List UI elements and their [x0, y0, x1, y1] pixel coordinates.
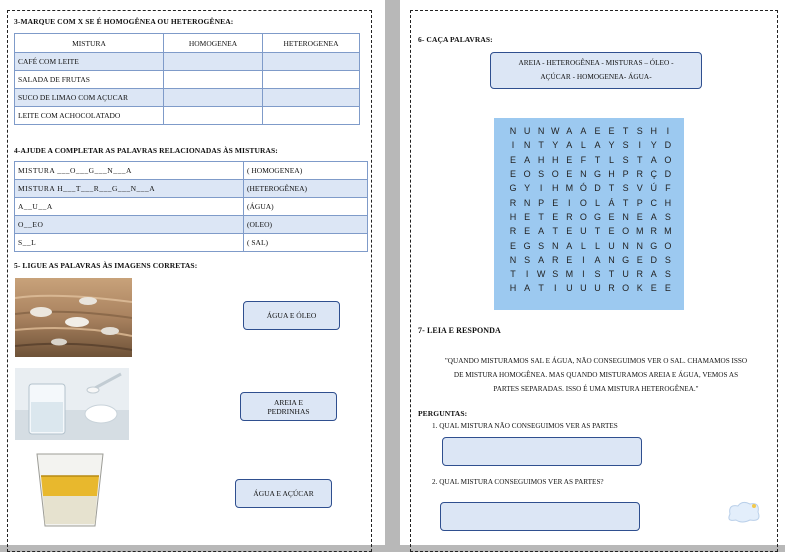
q4-word: MISTURA H___T___R___G___N___A — [15, 180, 244, 198]
grid-letter[interactable]: G — [593, 211, 601, 222]
grid-letter[interactable]: I — [525, 269, 529, 280]
grid-letter[interactable]: M — [565, 183, 574, 194]
match-box-agua-acucar[interactable]: ÁGUA E AÇÚCAR — [235, 479, 332, 508]
grid-letter[interactable]: L — [580, 140, 586, 151]
grid-letter[interactable]: U — [608, 240, 615, 251]
table-row — [15, 89, 360, 107]
match-box-label: AREIA E PEDRINHAS — [267, 397, 310, 416]
question-2: 2. QUAL MISTURA CONSEGUIMOS VER AS PARTES? — [432, 478, 604, 486]
grid-letter[interactable]: F — [580, 154, 587, 165]
answer-cell[interactable] — [164, 107, 263, 125]
grid-letter[interactable]: F — [665, 183, 671, 194]
grid-letter[interactable]: H — [608, 169, 615, 180]
grid-letter[interactable]: E — [566, 254, 573, 265]
grid-letter[interactable]: E — [524, 211, 531, 222]
grid-letter[interactable]: T — [622, 126, 629, 137]
grid-letter[interactable]: D — [594, 183, 601, 194]
question-1: 1. QUAL MISTURA NÃO CONSEGUIMOS VER AS PARTES — [432, 422, 618, 430]
grid-letter[interactable]: R — [566, 211, 573, 222]
grid-row — [494, 281, 684, 295]
grid-letter[interactable]: I — [638, 140, 641, 151]
grid-letter[interactable]: E — [650, 283, 657, 294]
grid-letter[interactable]: H — [537, 154, 545, 165]
q3-header-homogenea: HOMOGENEA — [164, 34, 263, 53]
grid-letter[interactable]: T — [622, 197, 629, 208]
grid-letter[interactable]: I — [582, 269, 585, 280]
grid-letter[interactable]: U — [580, 226, 587, 237]
q4-word: S__L — [15, 234, 244, 252]
reading-passage — [420, 354, 772, 396]
grid-letter[interactable]: W — [550, 126, 560, 137]
grid-row — [494, 267, 684, 281]
grid-letter[interactable]: I — [568, 197, 571, 208]
grid-letter[interactable]: S — [538, 169, 545, 180]
grid-letter[interactable]: R — [509, 197, 517, 208]
q4-word: O__EO — [15, 216, 244, 234]
grid-letter[interactable]: A — [580, 126, 587, 137]
grid-letter[interactable]: E — [524, 226, 531, 237]
q5-title: 5- LIGUE AS PALAVRAS ÀS IMAGENS CORRETAS: — [14, 261, 198, 270]
grid-letter[interactable]: A — [566, 240, 573, 251]
grid-letter[interactable]: A — [650, 269, 657, 280]
grid-letter[interactable]: S — [524, 254, 531, 265]
q3-table — [14, 33, 360, 125]
grid-letter[interactable]: M — [565, 269, 574, 280]
table-row — [15, 162, 368, 180]
grid-letter[interactable]: G — [650, 240, 658, 251]
grid-letter[interactable]: D — [664, 140, 672, 151]
grid-letter[interactable]: T — [510, 269, 516, 280]
grid-letter[interactable]: I — [553, 283, 557, 294]
q3-header-heterogenea: HETEROGENEA — [263, 34, 360, 53]
grid-letter[interactable]: T — [538, 140, 544, 151]
grid-letter[interactable]: T — [538, 211, 544, 222]
grid-letter[interactable]: E — [594, 126, 601, 137]
grid-letter[interactable]: A — [594, 140, 601, 151]
grid-row — [494, 167, 684, 181]
grid-letter[interactable]: A — [524, 154, 531, 165]
grid-letter[interactable]: R — [636, 169, 643, 180]
match-box-areia-pedrinhas[interactable] — [240, 392, 337, 421]
grid-letter[interactable]: N — [509, 126, 517, 137]
grid-letter[interactable]: L — [580, 240, 586, 251]
q3-header-mistura: MISTURA — [15, 34, 164, 53]
answer-cell[interactable] — [164, 89, 263, 107]
grid-letter[interactable]: O — [622, 226, 630, 237]
grid-letter[interactable]: Ç — [650, 169, 658, 180]
grid-letter[interactable]: E — [552, 197, 559, 208]
answer-field-1[interactable] — [442, 437, 642, 466]
grid-letter[interactable]: R — [636, 269, 643, 280]
grid-letter[interactable]: H — [509, 283, 517, 294]
grid-letter[interactable]: U — [523, 126, 531, 137]
q3-row-label: LEITE COM ACHOCOLATADO — [15, 107, 164, 125]
grid-letter[interactable]: A — [566, 140, 573, 151]
grid-letter[interactable]: O — [523, 169, 531, 180]
grid-letter[interactable]: N — [537, 126, 545, 137]
grid-letter[interactable]: A — [650, 154, 657, 165]
grid-letter[interactable]: S — [622, 183, 629, 194]
grid-letter[interactable]: R — [509, 226, 517, 237]
grid-letter[interactable]: N — [636, 240, 643, 251]
grid-letter[interactable]: E — [636, 254, 643, 265]
grid-letter[interactable]: L — [594, 240, 600, 251]
decorative-logo-icon — [726, 500, 762, 524]
answer-field-2[interactable] — [440, 502, 640, 531]
table-row — [15, 53, 360, 71]
q4-hint: ( SAL) — [244, 234, 368, 252]
grid-letter[interactable]: T — [636, 154, 643, 165]
grid-letter[interactable]: M — [635, 226, 644, 237]
grid-letter[interactable]: Y — [608, 140, 615, 151]
table-row — [15, 234, 368, 252]
answer-cell[interactable] — [263, 71, 360, 89]
grid-letter[interactable]: Y — [524, 183, 531, 194]
questions-title: PERGUNTAS: — [418, 409, 468, 418]
grid-letter[interactable]: E — [509, 154, 516, 165]
grid-letter[interactable]: E — [608, 226, 615, 237]
grid-letter[interactable]: A — [538, 226, 545, 237]
grid-letter[interactable]: O — [664, 240, 672, 251]
grid-letter[interactable]: R — [551, 254, 559, 265]
grid-letter[interactable]: H — [551, 183, 559, 194]
grid-letter[interactable]: G — [622, 254, 630, 265]
grid-letter[interactable]: A — [650, 211, 657, 222]
q4-word: MISTURA ___O___G___N___A — [15, 162, 244, 180]
q4-word: A__U__A — [15, 198, 244, 216]
grid-letter[interactable]: H — [509, 211, 517, 222]
grid-letter[interactable]: N — [509, 254, 517, 265]
grid-letter[interactable]: S — [594, 269, 601, 280]
grid-letter[interactable]: Á — [608, 197, 615, 208]
answer-cell[interactable] — [164, 71, 263, 89]
grid-letter[interactable]: M — [664, 226, 672, 237]
grid-letter[interactable]: T — [594, 226, 601, 237]
grid-letter[interactable]: N — [523, 140, 531, 151]
q3-row-label: CAFÉ COM LEITE — [15, 53, 164, 71]
table-row — [15, 71, 360, 89]
grid-letter[interactable]: I — [666, 126, 670, 137]
grid-letter[interactable]: Ó — [579, 183, 587, 194]
grid-letter[interactable]: H — [551, 154, 559, 165]
grid-row — [494, 153, 684, 167]
grid-letter[interactable]: R — [650, 226, 658, 237]
grid-letter[interactable]: Ú — [650, 183, 658, 194]
oil-water-photo — [33, 446, 107, 530]
grid-letter[interactable]: S — [622, 140, 629, 151]
grid-letter[interactable]: G — [593, 169, 601, 180]
grid-row — [494, 181, 684, 195]
grid-letter[interactable]: S — [664, 254, 671, 265]
sand-pebbles-photo — [15, 278, 132, 357]
grid-letter[interactable]: E — [608, 211, 615, 222]
grid-letter[interactable]: D — [664, 169, 672, 180]
grid-letter[interactable]: G — [523, 240, 531, 251]
grid-letter[interactable]: O — [664, 154, 672, 165]
grid-row — [494, 238, 684, 252]
grid-letter[interactable]: O — [622, 283, 630, 294]
grid-letter[interactable]: S — [664, 269, 671, 280]
table-row — [15, 180, 368, 198]
grid-letter[interactable]: Y — [552, 140, 559, 151]
grid-letter[interactable]: I — [582, 254, 585, 265]
match-box-agua-oleo[interactable]: ÁGUA E ÓLEO — [243, 301, 340, 330]
q3-row-label: SALADA DE FRUTAS — [15, 71, 164, 89]
grid-letter[interactable]: S — [636, 126, 643, 137]
q7-title: 7- LEIA E RESPONDA — [418, 326, 501, 335]
grid-letter[interactable]: H — [650, 126, 658, 137]
grid-letter[interactable]: V — [636, 183, 643, 194]
grid-letter[interactable]: U — [594, 283, 601, 294]
q3-row-label: SUCO DE LIMAO COM AÇUCAR — [15, 89, 164, 107]
grid-letter[interactable]: T — [608, 269, 615, 280]
grid-letter[interactable]: S — [552, 269, 559, 280]
grid-letter[interactable]: E — [552, 211, 559, 222]
grid-letter[interactable]: K — [636, 283, 643, 294]
q6-title: 6- CAÇA PALAVRAS: — [418, 35, 493, 44]
grid-letter[interactable]: S — [622, 154, 629, 165]
answer-cell[interactable] — [263, 89, 360, 107]
grid-letter[interactable]: E — [636, 211, 643, 222]
grid-letter[interactable]: T — [608, 183, 615, 194]
grid-letter[interactable]: P — [538, 197, 545, 208]
grid-letter[interactable]: U — [566, 283, 573, 294]
grid-letter[interactable]: E — [608, 126, 615, 137]
word-list-line-1: AREIA - HETEROGÊNEA - MISTURAS – ÓLEO - — [518, 58, 674, 68]
grid-letter[interactable]: E — [566, 226, 573, 237]
grid-row — [494, 210, 684, 224]
grid-letter[interactable]: P — [636, 197, 643, 208]
grid-letter[interactable]: T — [594, 154, 601, 165]
grid-letter[interactable]: A — [538, 254, 545, 265]
answer-cell[interactable] — [164, 53, 263, 71]
grid-letter[interactable]: C — [650, 197, 658, 208]
word-search-grid — [494, 118, 684, 310]
grid-letter[interactable]: L — [609, 154, 615, 165]
grid-letter[interactable]: N — [622, 240, 629, 251]
water-sugar-photo — [15, 368, 129, 440]
grid-letter[interactable]: Y — [650, 140, 657, 151]
table-row — [15, 107, 360, 125]
passage-line: DE MISTURA HOMOGÊNEA. MAS QUANDO MISTURAMOS AREIA E ÁGUA, VEMOS AS — [453, 371, 739, 379]
grid-letter[interactable]: N — [622, 211, 629, 222]
grid-letter[interactable]: O — [579, 197, 587, 208]
grid-letter[interactable]: T — [538, 283, 544, 294]
grid-letter[interactable]: P — [622, 169, 629, 180]
table-row — [15, 198, 368, 216]
grid-letter[interactable]: N — [523, 197, 531, 208]
q4-title: 4-AJUDE A COMPLETAR AS PALAVRAS RELACIONADAS ÀS MISTURAS: — [14, 146, 278, 155]
grid-letter[interactable]: S — [538, 240, 545, 251]
word-list-line-2: AÇÚCAR - HOMOGENEA- ÁGUA- — [540, 72, 652, 81]
grid-letter[interactable]: U — [622, 269, 629, 280]
word-list-box — [490, 52, 702, 89]
answer-cell[interactable] — [263, 107, 360, 125]
grid-letter[interactable]: S — [664, 211, 671, 222]
grid-letter[interactable]: R — [608, 283, 615, 294]
grid-letter[interactable]: W — [536, 269, 546, 280]
grid-letter[interactable]: E — [509, 240, 516, 251]
grid-row — [494, 195, 684, 209]
grid-letter[interactable]: T — [552, 226, 558, 237]
q4-hint: (ÁGUA) — [244, 198, 368, 216]
grid-letter[interactable]: O — [551, 169, 559, 180]
grid-letter[interactable]: A — [524, 283, 531, 294]
answer-cell[interactable] — [263, 53, 360, 71]
grid-letter[interactable]: A — [566, 126, 573, 137]
q3-title: 3-MARQUE COM X SE É HOMOGÊNEA OU HETEROGÊNEA: — [14, 17, 234, 26]
grid-letter[interactable]: N — [551, 240, 559, 251]
grid-letter[interactable]: N — [608, 254, 615, 265]
grid-letter[interactable]: E — [664, 283, 671, 294]
table-row — [15, 216, 368, 234]
grid-letter[interactable]: E — [566, 154, 573, 165]
q4-table — [14, 161, 368, 252]
grid-letter[interactable]: L — [594, 197, 600, 208]
grid-letter[interactable]: U — [580, 283, 587, 294]
grid-row — [494, 253, 684, 267]
grid-letter[interactable]: A — [594, 254, 601, 265]
passage-line: PARTES SEPARADAS. ISSO É UMA MISTURA HETEROGÊNEA." — [493, 385, 699, 393]
grid-letter[interactable]: I — [539, 183, 543, 194]
grid-letter[interactable]: N — [580, 169, 587, 180]
q4-hint: (OLEO) — [244, 216, 368, 234]
grid-letter[interactable]: I — [511, 140, 515, 151]
grid-letter[interactable]: G — [509, 183, 517, 194]
grid-letter[interactable]: D — [650, 254, 658, 265]
passage-line: "QUANDO MISTURAMOS SAL E ÁGUA, NÃO CONSEGUIMOS VER O SAL. CHAMAMOS ISSO — [444, 357, 748, 365]
grid-letter[interactable]: O — [579, 211, 587, 222]
grid-letter[interactable]: H — [664, 197, 672, 208]
q4-hint: ( HOMOGENEA) — [244, 162, 368, 180]
grid-letter[interactable]: E — [509, 169, 516, 180]
grid-row — [494, 224, 684, 238]
q4-hint: (HETEROGÊNEA) — [244, 180, 368, 198]
grid-letter[interactable]: E — [566, 169, 573, 180]
grid-row — [494, 124, 684, 138]
grid-row — [494, 138, 684, 152]
